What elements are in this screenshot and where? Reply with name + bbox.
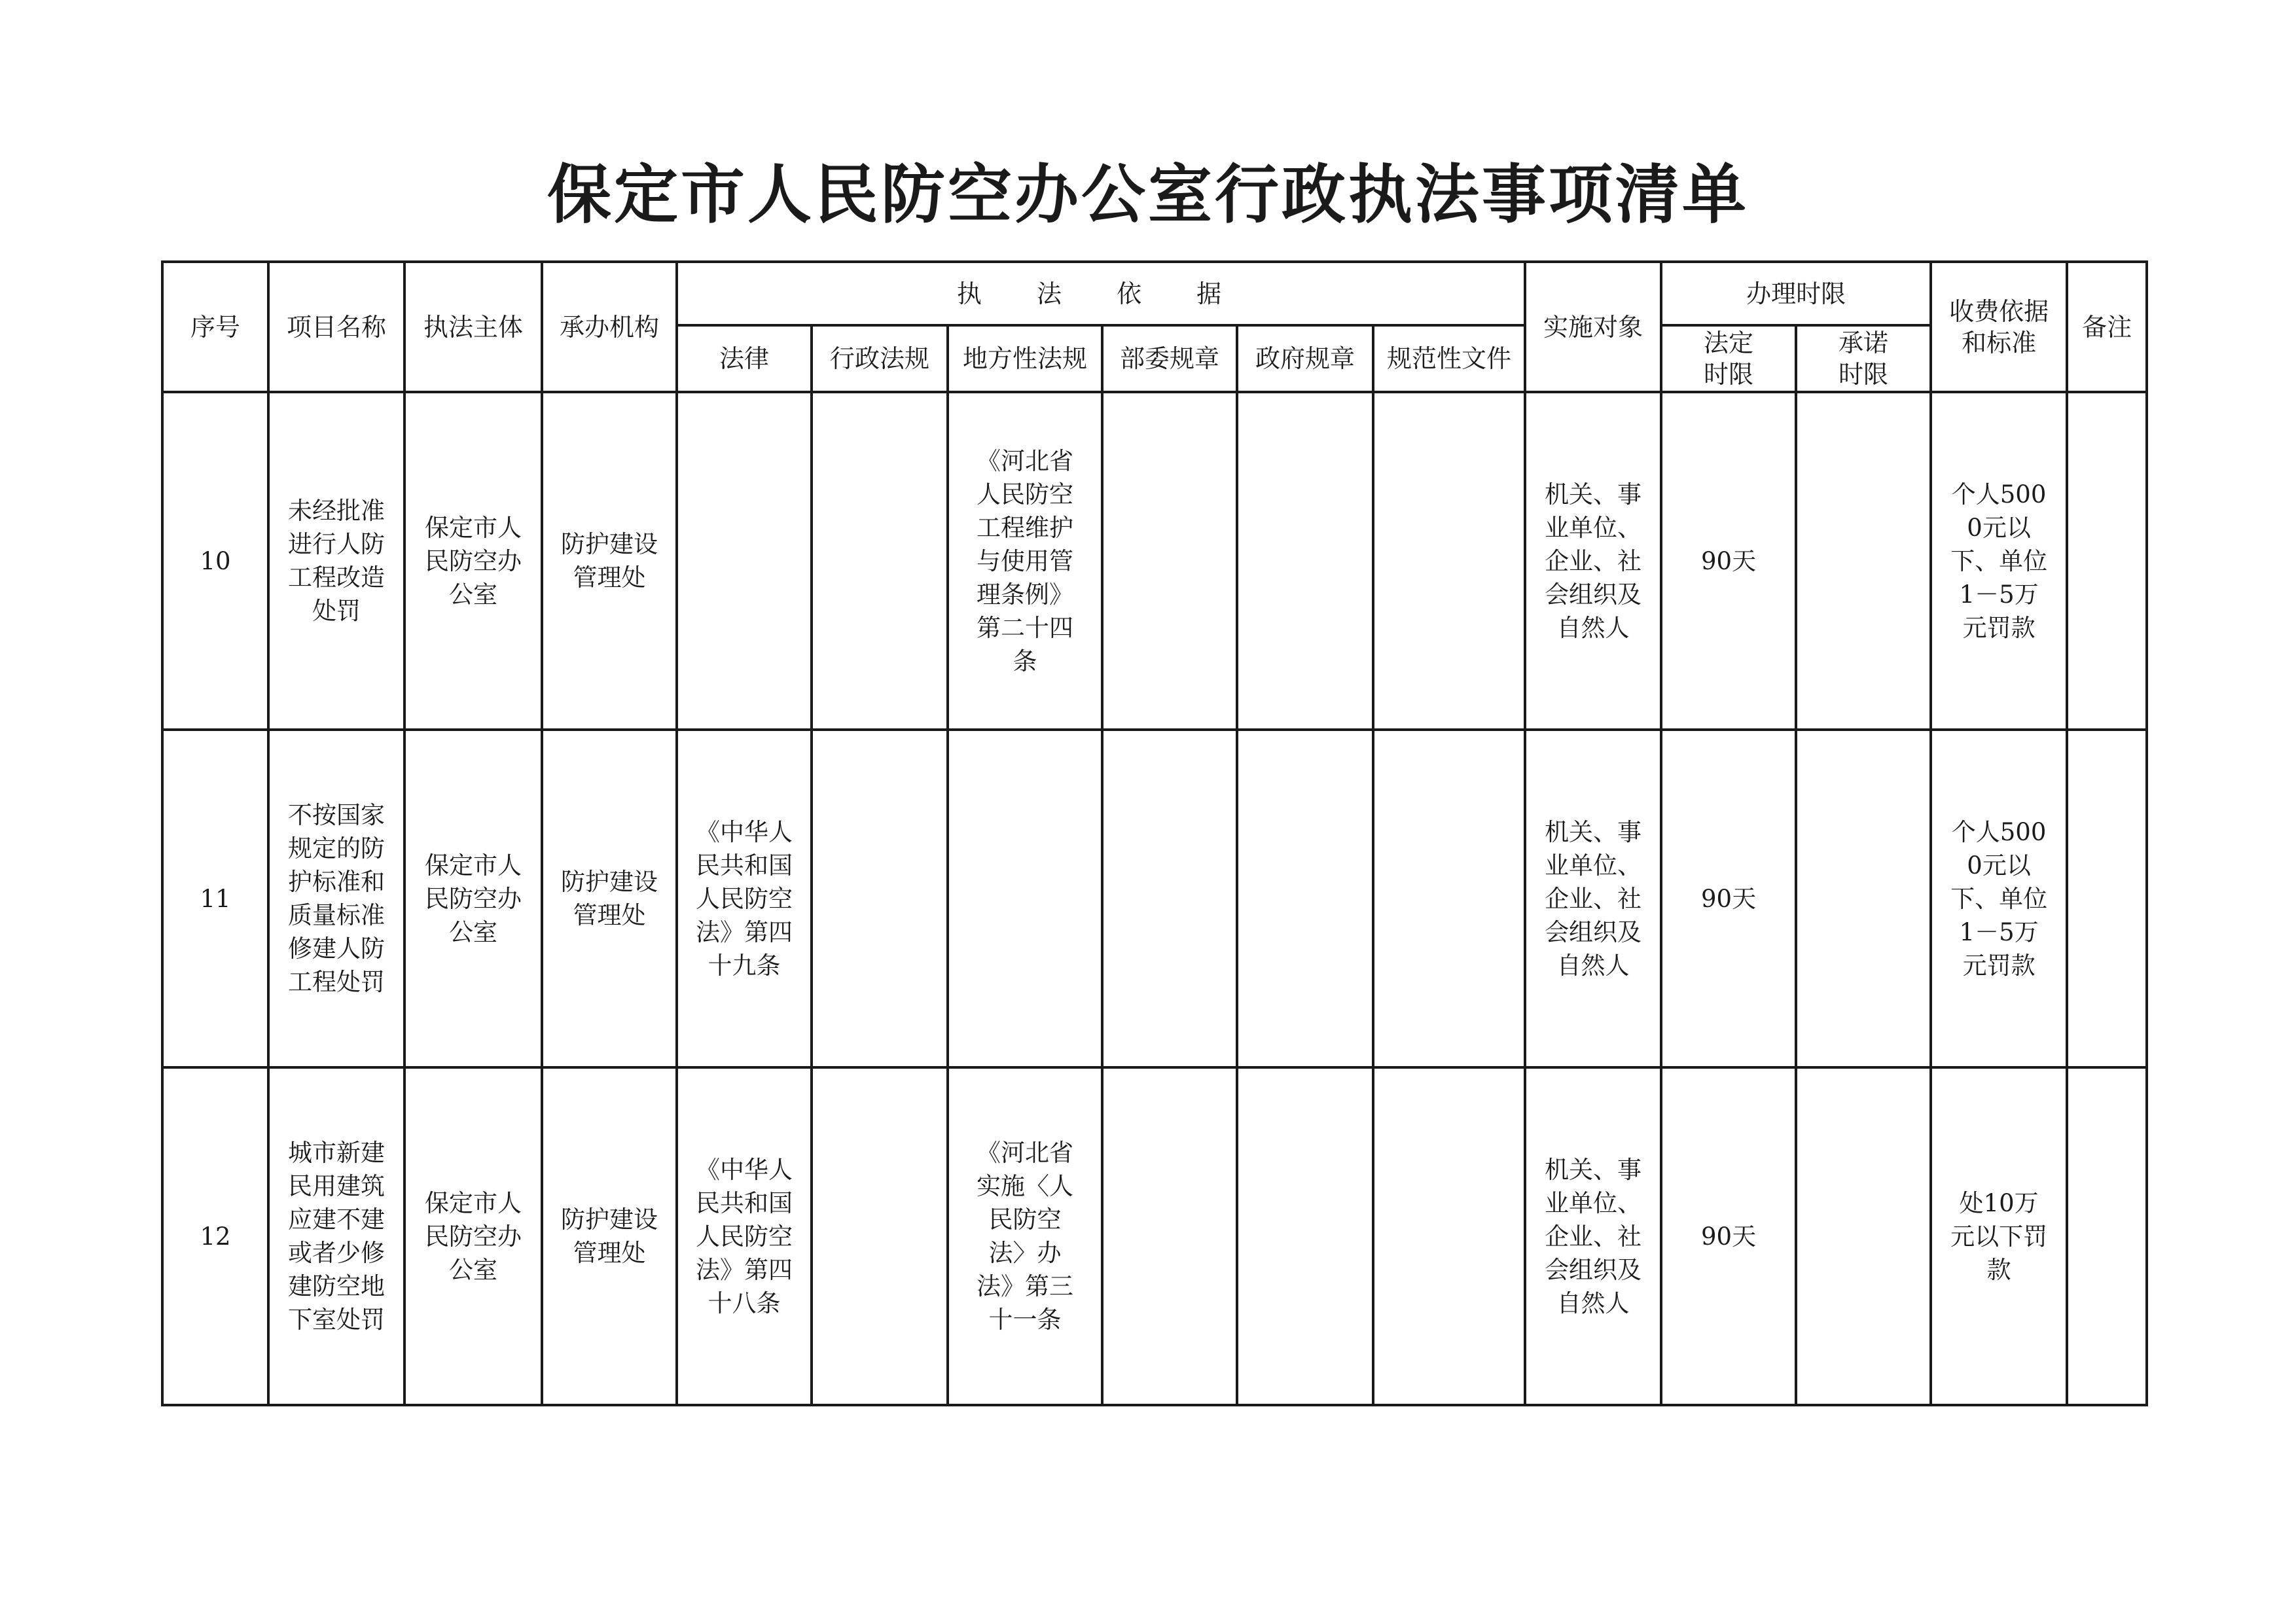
cell-basis-ministry-rule — [1102, 392, 1237, 730]
cell-basis-gov-rule — [1237, 392, 1373, 730]
cell-basis-normative-doc — [1373, 1067, 1525, 1405]
cell-basis-gov-rule — [1237, 730, 1373, 1067]
cell-fee-basis: 个人5000元以下、单位1－5万元罚款 — [1931, 392, 2067, 730]
cell-target: 机关、事业单位、企业、社会组织及自然人 — [1525, 730, 1661, 1067]
page-title: 保定市人民防空办公室行政执法事项清单 — [547, 157, 1749, 232]
cell-seq: 10 — [162, 392, 268, 730]
cell-seq: 11 — [162, 730, 268, 1067]
table-row — [162, 392, 2147, 730]
header-basis-gov-rule: 政府规章 — [1237, 325, 1373, 392]
header-agency: 承办机构 — [542, 262, 677, 392]
header-statutory-limit: 法定时限 — [1661, 325, 1796, 392]
cell-remarks — [2067, 730, 2147, 1067]
cell-promised-limit — [1796, 392, 1931, 730]
table-header — [162, 262, 2147, 392]
cell-subject: 保定市人民防空办公室 — [404, 392, 542, 730]
header-time-limit: 办理时限 — [1661, 262, 1931, 325]
cell-subject: 保定市人民防空办公室 — [404, 730, 542, 1067]
cell-basis-ministry-rule — [1102, 730, 1237, 1067]
cell-basis-local-reg — [948, 730, 1102, 1067]
cell-project-name: 城市新建民用建筑应建不建或者少修建防空地下室处罚 — [268, 1067, 404, 1405]
cell-agency: 防护建设管理处 — [542, 392, 677, 730]
cell-agency: 防护建设管理处 — [542, 730, 677, 1067]
cell-basis-local-reg: 《河北省人民防空工程维护与使用管理条例》第二十四条 — [948, 392, 1102, 730]
cell-statutory-limit: 90天 — [1661, 1067, 1796, 1405]
cell-promised-limit — [1796, 1067, 1931, 1405]
cell-remarks — [2067, 392, 2147, 730]
header-basis-law: 法律 — [677, 325, 812, 392]
table-body — [162, 392, 2147, 1405]
cell-fee-basis: 个人5000元以下、单位1－5万元罚款 — [1931, 730, 2067, 1067]
header-basis-admin-reg: 行政法规 — [812, 325, 948, 392]
cell-promised-limit — [1796, 730, 1931, 1067]
cell-remarks — [2067, 1067, 2147, 1405]
header-basis-ministry-rule: 部委规章 — [1102, 325, 1237, 392]
cell-basis-admin-reg — [812, 1067, 948, 1405]
cell-project-name: 未经批准进行人防工程改造处罚 — [268, 392, 404, 730]
cell-basis-normative-doc — [1373, 392, 1525, 730]
cell-basis-normative-doc — [1373, 730, 1525, 1067]
cell-statutory-limit: 90天 — [1661, 730, 1796, 1067]
cell-target: 机关、事业单位、企业、社会组织及自然人 — [1525, 1067, 1661, 1405]
cell-project-name: 不按国家规定的防护标准和质量标准修建人防工程处罚 — [268, 730, 404, 1067]
header-basis-local-reg: 地方性法规 — [948, 325, 1102, 392]
header-fee-basis: 收费依据和标准 — [1931, 262, 2067, 392]
table-row — [162, 1067, 2147, 1405]
cell-basis-law: 《中华人民共和国人民防空法》第四十八条 — [677, 1067, 812, 1405]
cell-seq: 12 — [162, 1067, 268, 1405]
header-project-name: 项目名称 — [268, 262, 404, 392]
cell-basis-admin-reg — [812, 392, 948, 730]
header-promised-limit: 承诺时限 — [1796, 325, 1931, 392]
cell-basis-ministry-rule — [1102, 1067, 1237, 1405]
cell-basis-admin-reg — [812, 730, 948, 1067]
header-seq: 序号 — [162, 262, 268, 392]
cell-agency: 防护建设管理处 — [542, 1067, 677, 1405]
enforcement-items-table — [161, 260, 2148, 1406]
cell-basis-local-reg: 《河北省实施〈人民防空法〉办法》第三十一条 — [948, 1067, 1102, 1405]
header-basis-normative-doc: 规范性文件 — [1373, 325, 1525, 392]
cell-fee-basis: 处10万元以下罚款 — [1931, 1067, 2067, 1405]
cell-subject: 保定市人民防空办公室 — [404, 1067, 542, 1405]
cell-statutory-limit: 90天 — [1661, 392, 1796, 730]
cell-basis-law — [677, 392, 812, 730]
header-basis: 执 法 依 据 — [677, 262, 1525, 325]
header-row-top — [162, 262, 2147, 325]
cell-target: 机关、事业单位、企业、社会组织及自然人 — [1525, 392, 1661, 730]
header-target: 实施对象 — [1525, 262, 1661, 392]
table-row — [162, 730, 2147, 1067]
cell-basis-law: 《中华人民共和国人民防空法》第四十九条 — [677, 730, 812, 1067]
header-subject: 执法主体 — [404, 262, 542, 392]
cell-basis-gov-rule — [1237, 1067, 1373, 1405]
header-remarks: 备注 — [2067, 262, 2147, 392]
